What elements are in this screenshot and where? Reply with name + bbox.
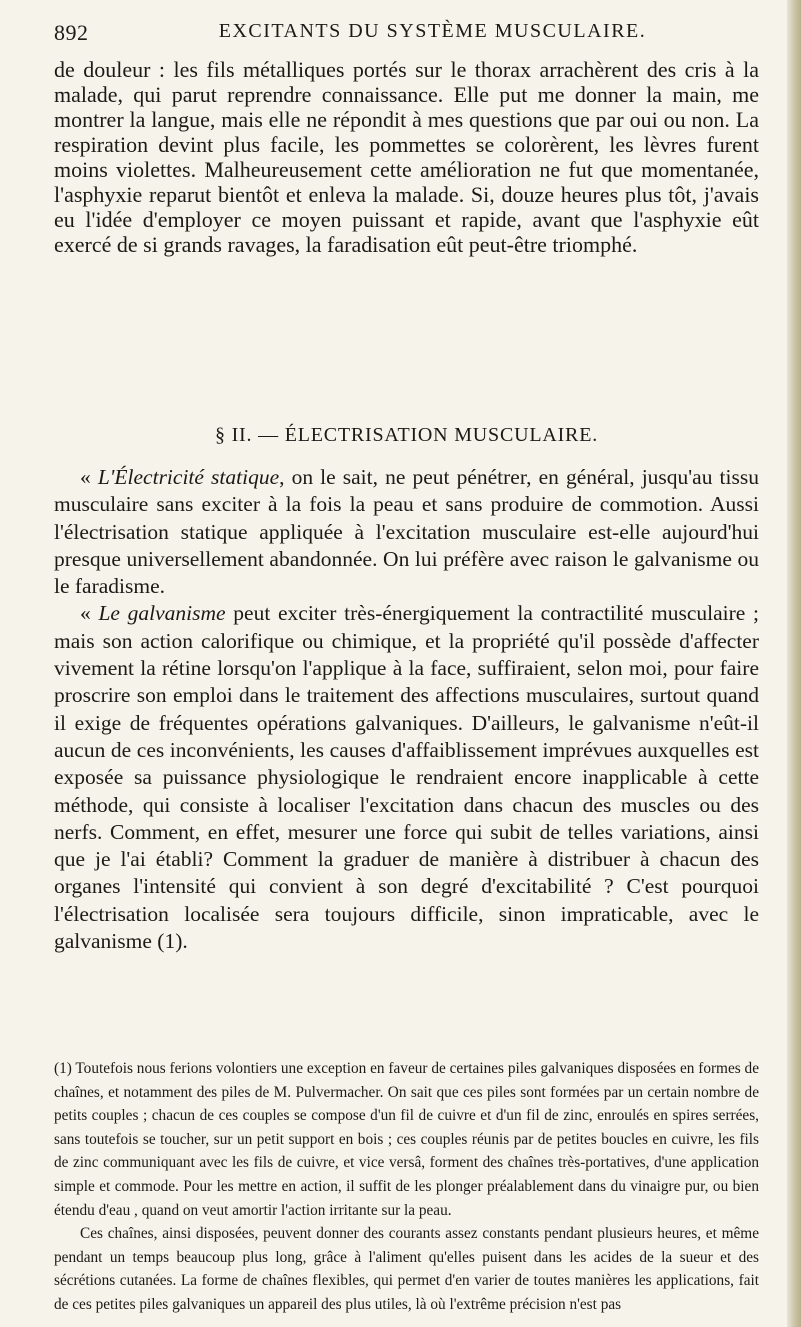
paragraph-text: , on le sait, ne peut pénétrer, en général, jusqu'au tissu musculaire sans exciter à la fois la peau et sans produire de commotion. Aussi l'électrisation statique appliquée à l'excitation musculaire est-elle aujourd'hui presque universellement abandonnée. On lui préfère avec raison le galvanisme ou le faradisme. (54, 465, 759, 599)
term-electricite-statique: L'Électricité statique (97, 465, 280, 489)
page-header (54, 14, 771, 44)
footnote-1-continued: Ces chaînes, ainsi disposées, peuvent donner des courants assez constants pendant plusieurs heures, et même pendant un temps beaucoup plus long, grâce à l'aliment qu'elles puisent dans les acides de la sueur et des sécrétions cutanées. La forme de chaînes flexibles, qui permet d'en varier de toutes manières les applications, fait de ces petites piles galvaniques un appareil des plus utiles, là où l'extrême précision n'est pas (54, 1225, 759, 1313)
term-galvanisme: Le galvanisme (98, 601, 226, 626)
intro-paragraph: de douleur : les fils métalliques portés sur le thorax arrachèrent des cris à la malade, qui parut reprendre connaissance. Elle put me donner la main, me montrer la langue, mais elle ne répondit à mes questions que par oui ou non. La respiration devint plus facile, les pommettes se colorèrent, les lèvres furent moins violettes. Malheureusement cette amélioration ne fut que momentanée, l'asphyxie reparut bientôt et enleva la malade. Si, douze heures plus tôt, j'avais eu l'idée d'employer ce moyen puissant et rapide, avant que l'asphyxie eût exercé de si grands ravages, la faradisation eût peut-être triomphé. (54, 57, 759, 257)
page-number: 892 (54, 20, 89, 45)
paragraph-lead: « (80, 465, 98, 489)
section-heading: § II. — ÉLECTRISATION MUSCULAIRE. (214, 424, 599, 446)
paragraph-lead: « (80, 601, 99, 626)
paragraph-electricite-statique (54, 464, 759, 600)
paragraph-text: peut exciter très-énergiquement la contractilité musculaire ; mais son action calorifique ou chimique, et la propriété qu'il possède d'affecter vivement la rétine lorsqu'on l'applique à la face, suffiraient, selon moi, pour faire proscrire son emploi dans le traitement des affections musculaires, surtout quand il exige de fréquentes opérations galvaniques. D'ailleurs, le galvanisme n'eût-il aucun de ces inconvénients, les causes d'affaiblissement imprévues auxquelles est exposée sa puissance physiologique le rendraient encore inapplicable à cette méthode, qui consiste à localiser l'excitation dans chacun des muscles ou des nerfs. Comment, en effet, mesurer une force qui subit de telles variations, ainsi que je l'ai établi? Comment la graduer de manière à distribuer à chacun des organes l'intensité qui convient à son degré d'excitabilité ? C'est pourquoi l'électrisation localisée sera toujours difficile, sinon impraticable, avec le galvanisme (1). (54, 601, 759, 954)
footnotes (54, 1057, 759, 1317)
section-body (54, 464, 759, 955)
footnote-1: (1) Toutefois nous ferions volontiers une exception en faveur de certaines piles galvaniques disposées en formes de chaînes, et notamment des piles de M. Pulvermacher. On sait que ces piles sont formées par un certain nombre de petits couples ; chacun de ces couples se compose d'un fil de cuivre et d'un fil de zinc, enroulés en spires serrées, sans toutefois se toucher, sur un petit support en bois ; ces couples réunis par de petites boucles en cuivre, les fils de zinc communiquant avec les fils de cuivre, et vice versâ, forment des chaînes très-portatives, d'une application simple et commode. Pour les mettre en action, il suffit de les plonger préalablement dans du vinaigre pur, ou bien étendu d'eau , quand on veut amortir l'action irritante sur la peau. (54, 1060, 759, 1219)
paragraph-galvanisme (54, 600, 759, 955)
running-title: EXCITANTS DU SYSTÈME MUSCULAIRE. (218, 20, 647, 42)
page-edge (787, 0, 801, 1327)
